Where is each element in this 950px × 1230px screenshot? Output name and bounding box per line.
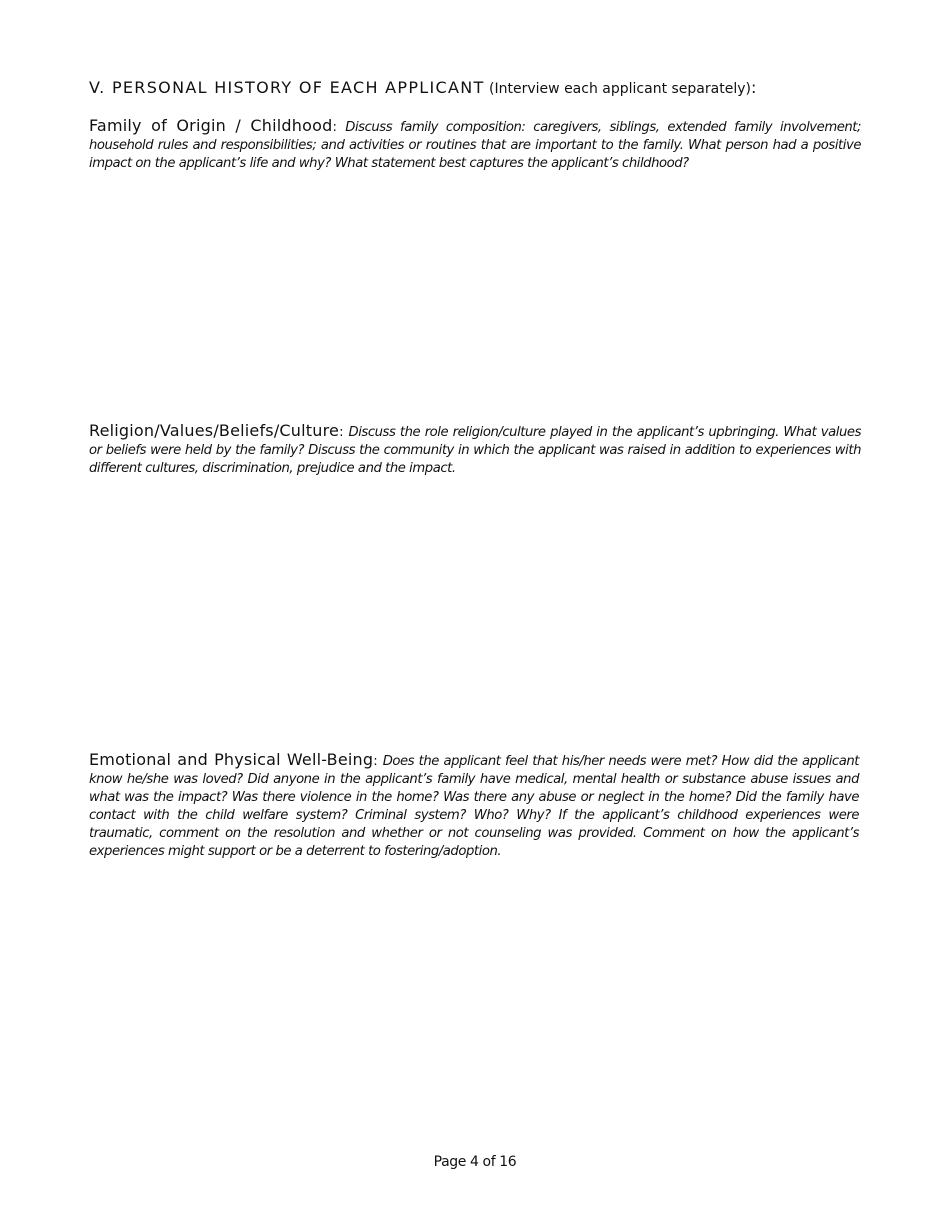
section-heading <box>89 77 869 100</box>
subsection-colon: : <box>339 425 349 440</box>
subsection-colon: : <box>373 754 383 769</box>
section-note: (Interview each applicant separately) <box>484 81 751 97</box>
subsection-description: Does the applicant feel that his/her needs were met? How did the applicant know he/she was loved? Did anyone in the applicant’s family have medical, mental health or substance abuse issues and what was the impact? Was there violence in the home? Was there any abuse or neglect in the home? Did the family have contact with the child welfare system? Criminal system? Who? Why? If the applicant’s childhood experiences were traumatic, comment on the resolution and whether or not counseling was provided. Comment on how the applicant’s experiences might support or be a deterrent to fostering/adoption. <box>89 754 859 859</box>
section-colon: : <box>750 78 757 97</box>
section-title: V. PERSONAL HISTORY OF EACH APPLICANT <box>89 78 485 97</box>
answer-area-religion-values[interactable] <box>89 485 861 735</box>
subsection-emotional-physical <box>89 751 859 861</box>
subsection-colon: : <box>332 120 346 135</box>
subsection-description: Discuss family composition: caregivers, siblings, extended family involvement; household rules and responsibilities; and activities or routines that are important to the family. What person had a positive impact on the applicant’s life and why? What statement best captures the applicant’s childhood? <box>89 120 861 171</box>
answer-area-emotional-physical[interactable] <box>89 870 861 1140</box>
subsection-label: Religion/Values/Beliefs/Culture <box>89 421 340 440</box>
subsection-label: Emotional and Physical Well-Being <box>89 750 374 769</box>
page-number: Page 4 of 16 <box>433 1154 517 1170</box>
subsection-religion-values <box>89 422 861 478</box>
subsection-label: Family of Origin / Childhood <box>89 116 333 135</box>
subsection-description: Discuss the role religion/culture played in the applicant’s upbringing. What values or beliefs were held by the family? Discuss the community in which the applicant was raised in addition to experiences with different cultures, discrimination, prejudice and the impact. <box>89 425 861 476</box>
answer-area-family-of-origin[interactable] <box>89 180 861 410</box>
subsection-family-of-origin <box>89 117 861 173</box>
